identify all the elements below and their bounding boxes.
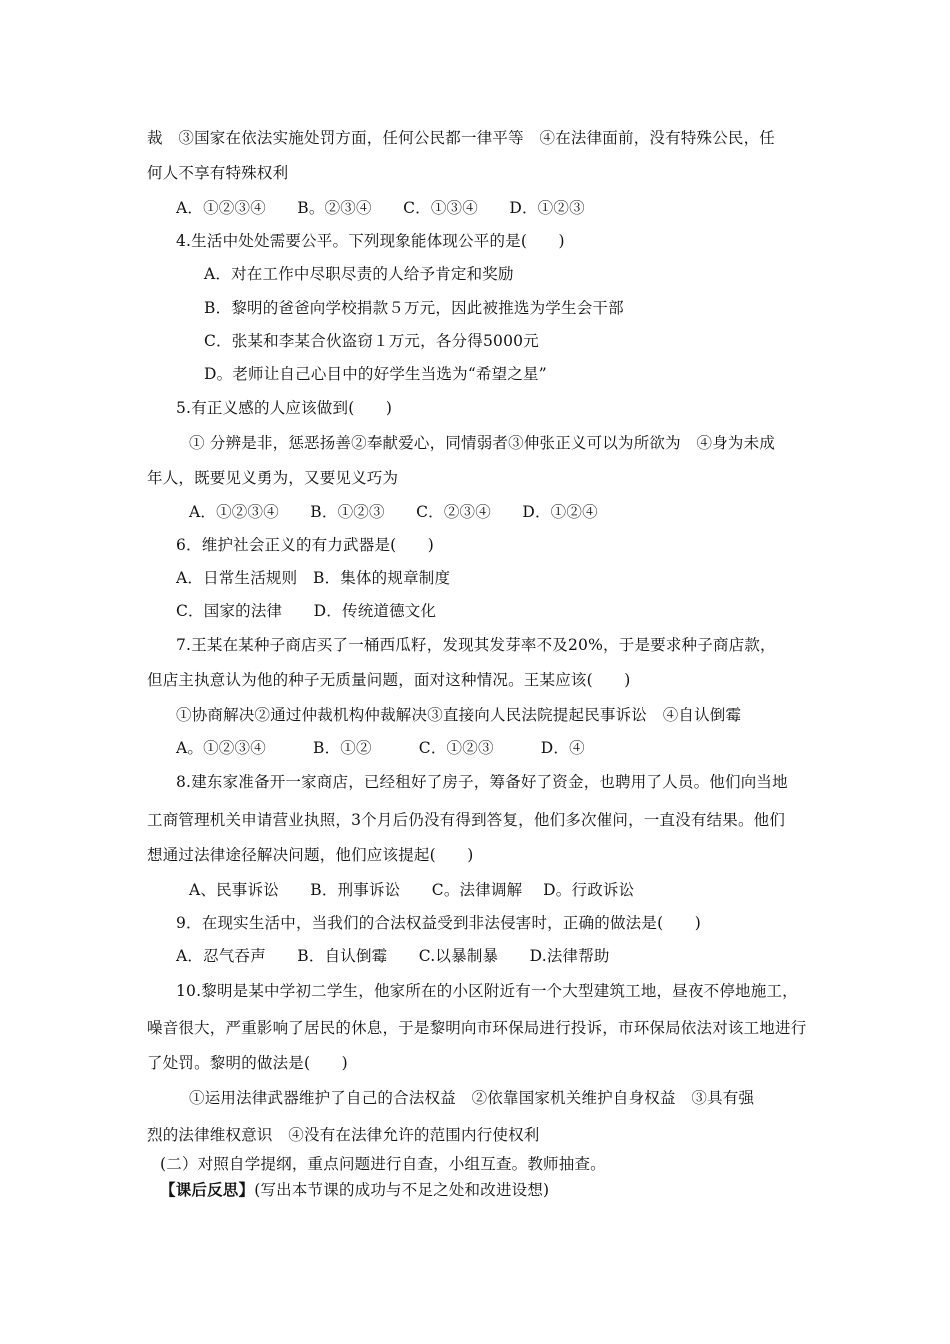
- answer-options: C．国家的法律 D．传统道德文化: [176, 602, 437, 620]
- reflection-note: (写出本节课的成功与不足之处和改进设想): [254, 1181, 550, 1199]
- answer-options: A．①②③④ B．①②③ C．②③④ D．①②④: [189, 503, 598, 521]
- option-c: C．张某和李某合伙盗窃１万元，各分得5000元: [204, 332, 539, 350]
- text-line: ①协商解决②通过仲裁机构仲裁解决③直接向人民法院提起民事诉讼 ④自认倒霉: [176, 706, 742, 724]
- option-b: B．黎明的爸爸向学校捐款５万元，因此被推选为学生会干部: [204, 299, 624, 317]
- answer-options: A．忍气吞声 B．自认倒霉 C.以暴制暴 D.法律帮助: [176, 947, 610, 965]
- question-9: 9．在现实生活中，当我们的合法权益受到非法侵害时，正确的做法是( ): [176, 914, 701, 932]
- text-line: 了处罚。黎明的做法是( ): [147, 1054, 348, 1072]
- text-line: 但店主执意认为他的种子无质量问题，面对这种情况。王某应该( ): [147, 671, 631, 689]
- question-6: 6．维护社会正义的有力武器是( ): [176, 536, 435, 554]
- answer-options: A．日常生活规则 B．集体的规章制度: [176, 569, 451, 587]
- option-a: A．对在工作中尽职尽责的人给予肯定和奖励: [204, 265, 514, 283]
- section-two: (二）对照自学提纲，重点问题进行自查，小组互查。教师抽查。: [160, 1155, 606, 1173]
- answer-options: A、民事诉讼 B．刑事诉讼 C。法律调解 D。行政诉讼: [189, 881, 635, 899]
- question-7: 7.王某在某种子商店买了一桶西瓜籽，发现其发芽率不及20%，于是要求种子商店款，: [176, 636, 776, 654]
- text-line: 何人不享有特殊权利: [147, 164, 289, 182]
- question-5: 5.有正义感的人应该做到( ): [176, 399, 393, 417]
- text-line: 想通过法律途径解决问题，他们应该提起( ): [147, 846, 474, 864]
- text-line: 噪音很大，严重影响了居民的休息，于是黎明向市环保局进行投诉，市环保局依法对该工地进行: [147, 1019, 807, 1037]
- question-10: 10.黎明是某中学初二学生，他家所在的小区附近有一个大型建筑工地，昼夜不停地施工，: [176, 982, 798, 1000]
- reflection-line: [160, 1180, 549, 1200]
- text-line: 工商管理机关申请营业执照，3个月后仍没有得到答复，他们多次催问，一直没有结果。他们: [147, 811, 786, 829]
- text-line: 年人，既要见义勇为，又要见义巧为: [147, 469, 399, 487]
- question-8: 8.建东家准备开一家商店，已经租好了房子，筹备好了资金，也聘用了人员。他们向当地: [176, 773, 788, 791]
- text-line: ① 分辨是非，惩恶扬善②奉献爱心，同情弱者③伸张正义可以为所欲为 ④身为未成: [189, 434, 776, 452]
- text-line: ①运用法律武器维护了自己的合法权益 ②依靠国家机关维护自身权益 ③具有强: [189, 1089, 755, 1107]
- answer-options: A．①②③④ B。②③④ C．①③④ D．①②③: [176, 199, 585, 217]
- question-4: 4.生活中处处需要公平。下列现象能体现公平的是( ): [176, 232, 565, 250]
- option-d: D。老师让自己心目中的好学生当选为“希望之星”: [204, 365, 547, 383]
- text-line: 裁 ③国家在依法实施处罚方面，任何公民都一律平等 ④在法律面前，没有特殊公民，任: [147, 129, 776, 147]
- answer-options: A。①②③④ B．①② C．①②③ D．④: [176, 739, 585, 757]
- reflection-heading: 【课后反思】: [160, 1180, 255, 1199]
- text-line: 烈的法律维权意识 ④没有在法律允许的范围内行使权利: [147, 1126, 540, 1144]
